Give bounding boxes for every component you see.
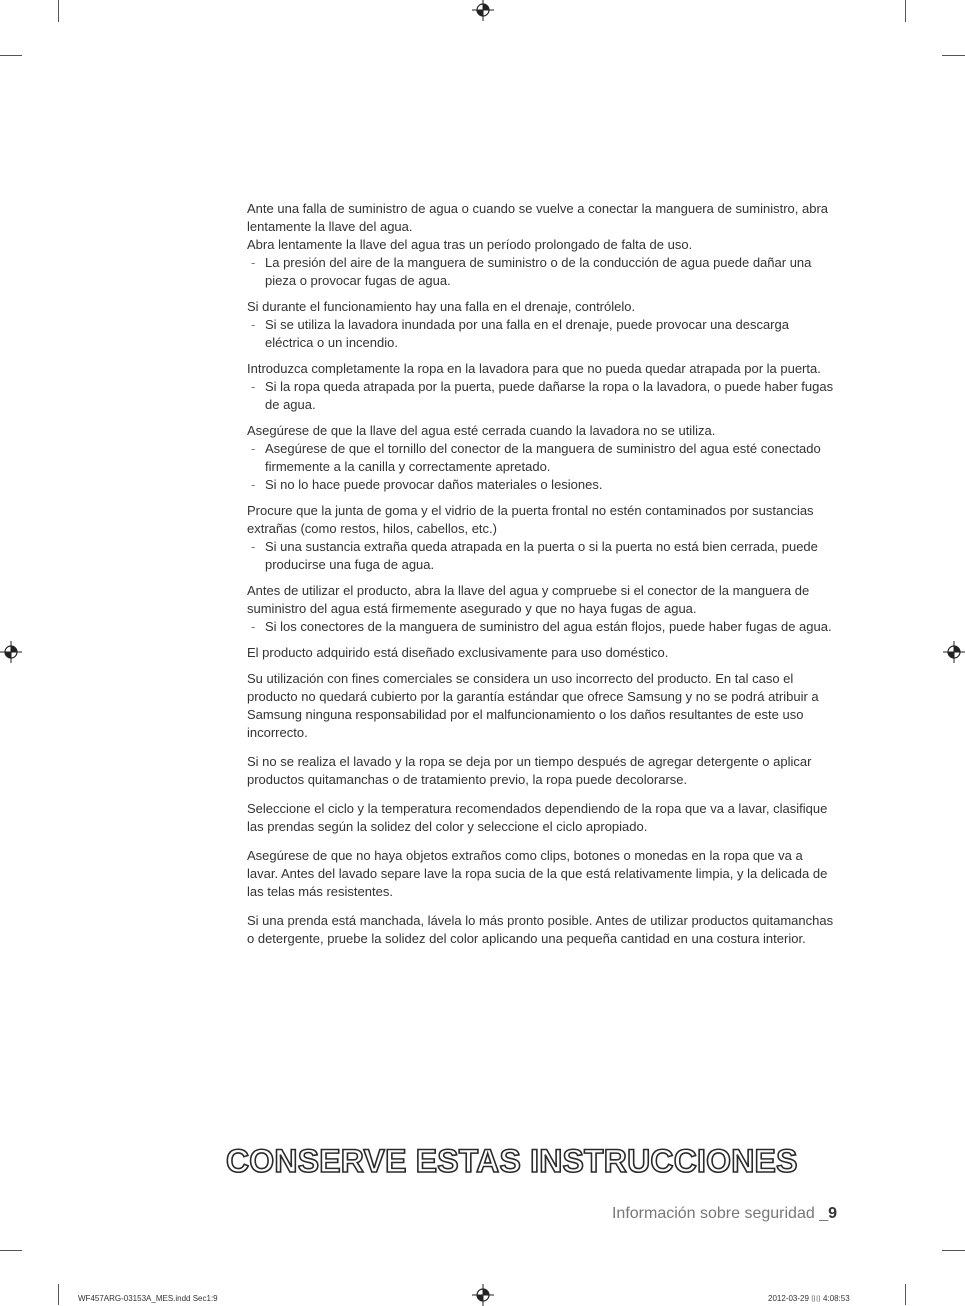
bullet-item: - Si la ropa queda atrapada por la puerta, puede dañarse la ropa o la lavadora, o puede haber fugas de agua. xyxy=(251,379,834,412)
section-foreign-objects xyxy=(247,847,837,901)
bullet-item: - Si se utiliza la lavadora inundada por una falla en el drenaje, puede provocar una descarga eléctrica o un incendio. xyxy=(251,317,789,350)
section-water-supply xyxy=(247,200,837,290)
paragraph: Asegúrese de que no haya objetos extraños como clips, botones o monedas en la ropa que va a lavar. Antes del lavado separe lave la ropa sucia de la que está relativamente limpia, y la delicada de las telas más resistentes. xyxy=(247,848,828,899)
slug-date: 2012-03-29 ⌷⌷ 4:08:53 xyxy=(768,1294,850,1303)
paragraph: Su utilización con fines comerciales se considera un uso incorrecto del producto. En tal caso el producto no quedará cubierto por la garantía estándar que ofrece Samsung y no se podrá atribuir a Samsung ninguna responsabilidad por el malfuncionamiento o los daños resultantes de este uso incorrecto. xyxy=(247,671,819,740)
paragraph: Abra lentamente la llave del agua tras un período prolongado de falta de uso. xyxy=(247,237,693,252)
crop-mark-bottom-left xyxy=(58,1284,59,1305)
paragraph: El producto adquirido está diseñado exclusivamente para uso doméstico. xyxy=(247,645,669,660)
paragraph: Si durante el funcionamiento hay una falla en el drenaje, contrólelo. xyxy=(247,299,636,314)
registration-mark-icon xyxy=(0,641,22,663)
bullet-dash: - xyxy=(251,255,256,270)
bullet-dash: - xyxy=(251,619,256,634)
section-door-seal xyxy=(247,502,837,574)
bullet-dash: - xyxy=(251,379,256,394)
paragraph: Asegúrese de que la llave del agua esté cerrada cuando la lavadora no se utiliza. xyxy=(247,423,716,438)
section-detergent xyxy=(247,753,837,789)
page-footer xyxy=(612,1205,837,1223)
crop-mark-left-top xyxy=(0,55,22,56)
section-domestic-use xyxy=(247,644,837,662)
registration-mark-icon xyxy=(472,1284,494,1306)
section-cycle-selection xyxy=(247,800,837,836)
section-door-laundry xyxy=(247,360,837,414)
section-drain-failure xyxy=(247,298,837,352)
crop-mark-bottom-right xyxy=(905,1284,906,1305)
bullet-item: - Si una sustancia extraña queda atrapada en la puerta o si la puerta no está bien cerrada, puede producirse una fuga de agua. xyxy=(251,539,818,572)
crop-mark-right-top xyxy=(942,55,965,56)
crop-mark-top-right xyxy=(905,0,906,22)
paragraph: Seleccione el ciclo y la temperatura recomendados dependiendo de la ropa que va a lavar, clasifique las prendas según la solidez del color y seleccione el ciclo apropiado. xyxy=(247,801,828,834)
section-stains xyxy=(247,912,837,948)
crop-mark-right-bottom xyxy=(942,1250,965,1251)
bullet-dash: - xyxy=(251,317,256,332)
bullet-dash: - xyxy=(251,539,256,554)
footer-section-title: Información sobre seguridad _ xyxy=(611,1205,829,1222)
paragraph: Introduzca completamente la ropa en la lavadora para que no pueda quedar atrapada por la puerta. xyxy=(247,361,821,376)
registration-mark-icon xyxy=(943,641,965,663)
paragraph: Procure que la junta de goma y el vidrio de la puerta frontal no estén contaminados por sustancias extrañas (como restos, hilos, cabellos, etc.) xyxy=(247,503,814,536)
section-water-tap xyxy=(247,422,837,494)
bullet-dash: - xyxy=(251,441,256,456)
section-hose-connector xyxy=(247,582,837,636)
safety-content xyxy=(247,200,837,956)
slug-file: WF457ARG-03153A_MES.indd Sec1:9 xyxy=(78,1294,218,1303)
registration-mark-icon xyxy=(472,0,494,21)
crop-mark-left-bottom xyxy=(0,1250,22,1251)
page-number: 9 xyxy=(828,1205,837,1222)
paragraph: Si una prenda está manchada, lávela lo más pronto posible. Antes de utilizar productos quitamanchas o detergente, pruebe la solidez del color aplicando una pequeña cantidad en una costura interior. xyxy=(247,913,834,946)
page-heading: CONSERVE ESTAS INSTRUCCIONES xyxy=(226,1143,798,1179)
bullet-dash: - xyxy=(251,477,256,492)
paragraph: Ante una falla de suministro de agua o cuando se vuelve a conectar la manguera de suministro, abra lentamente la llave del agua. xyxy=(247,201,829,234)
paragraph: Si no se realiza el lavado y la ropa se deja por un tiempo después de agregar detergente o aplicar productos quitamanchas o de tratamiento previo, la ropa puede decolorarse. xyxy=(247,754,812,787)
bullet-item: - La presión del aire de la manguera de suministro o de la conducción de agua puede dañar una pieza o provocar fugas de agua. xyxy=(251,255,812,288)
bullet-item: - Asegúrese de que el tornillo del conector de la manguera de suministro del agua esté conectado firmemente a la canilla y correctamente apretado. xyxy=(251,441,821,474)
bullet-item: - Si los conectores de la manguera de suministro del agua están flojos, puede haber fugas de agua. xyxy=(251,619,832,634)
crop-mark-top-left xyxy=(58,0,59,22)
bullet-item: - Si no lo hace puede provocar daños materiales o lesiones. xyxy=(251,477,603,492)
paragraph: Antes de utilizar el producto, abra la llave del agua y compruebe si el conector de la manguera de suministro del agua está firmemente asegurado y que no haya fugas de agua. xyxy=(247,583,810,616)
section-commercial-use xyxy=(247,670,837,742)
